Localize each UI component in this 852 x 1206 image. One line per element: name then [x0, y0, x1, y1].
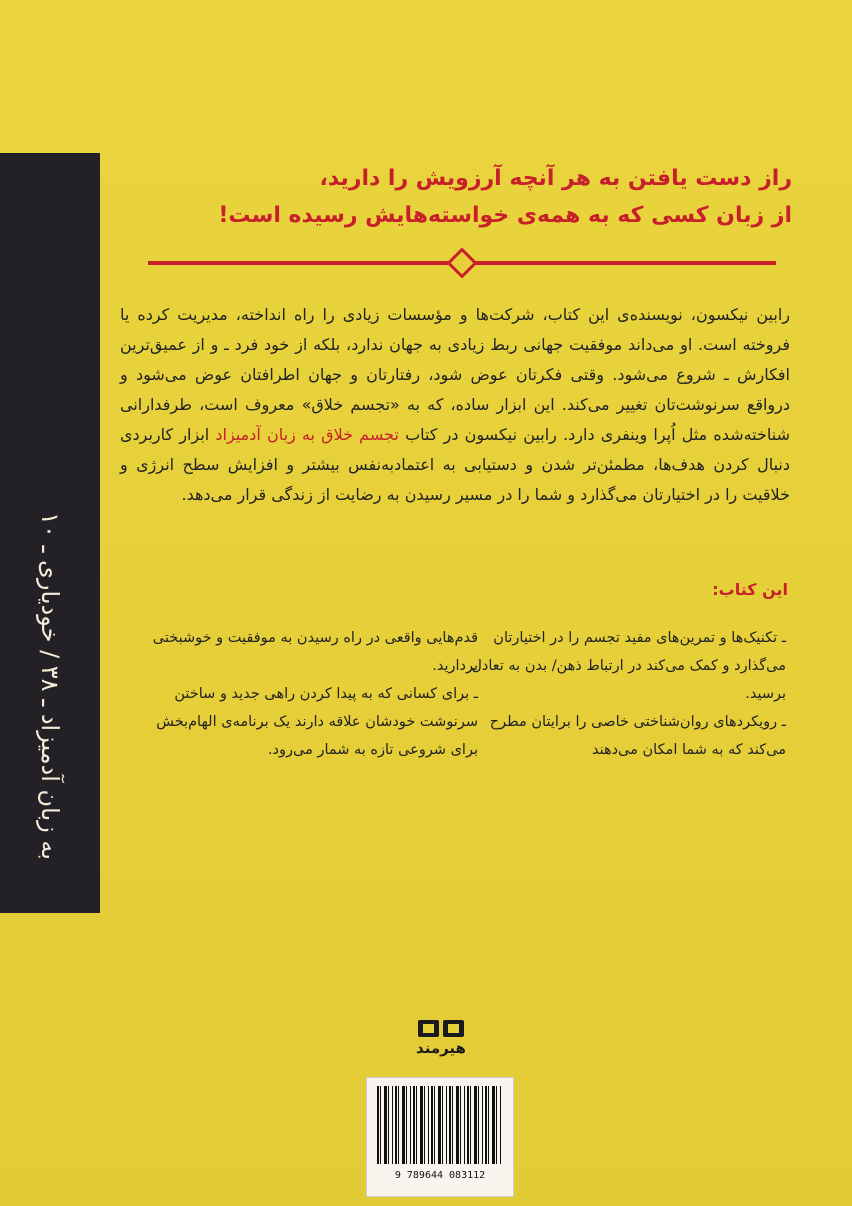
description-part-2: ابزار کاربردی دنبال کردن هدف‌ها، مطمئن‌تر شدن و دستیابی به اعتمادبه‌نفس بیشتر و افزایش سطح انرژی و خلاقیت را در اختیارتان می‌گذارد و شما را در مسیر رسیدن به رضایت از زندگی قرار می‌دهد. [120, 425, 790, 504]
isbn-number: 9 789644 083112 [394, 1170, 486, 1181]
book-title-highlight: تجسم خلاق به زبان آدمیزاد [215, 425, 399, 444]
headline-line-2: از زبان کسی که به همه‌ی خواسته‌هایش رسیده است! [218, 203, 792, 228]
publisher-logo-icon [405, 1020, 477, 1037]
feature-column-right [456, 624, 786, 764]
description-paragraph [120, 300, 790, 510]
description-part-1: رابین نیکسون، نویسنده‌ی این کتاب، شرکت‌ها و مؤسسات زیادی را راه انداخته، مدیریت کرده یا فروخته است. او می‌داند موفقیت جهانی ربط زیادی به جهان ندارد، بلکه از خود فرد ـ و از عمیق‌ترین افکارش ـ شروع می‌شود. وقتی فکرتان عوض شود، رفتارتان و جهان اطرافتان عوض می‌شود و درواقع سرنوشت‌تان تغییر می‌کند. این ابزار ساده، که به «تجسم خلاق» معروف است، طرفدارانی شناخته‌شده مثل اُپرا وینفری دارد. رابین نیکسون در کتاب [120, 305, 791, 444]
feature-item: ـ برای کسانی که به پیدا کردن راهی جدید و ساختن سرنوشت خودشان علاقه دارند یک برنامه‌ی الهام‌بخش برای شروعی تازه به شمار می‌رود. [156, 686, 478, 758]
diamond-ornament-icon [446, 247, 477, 278]
spine-title: به زبان آدمیزاد ـ ۳۸ / خودیاری ـ ۱۰ [36, 512, 64, 860]
headline-line-1: راز دست یافتن به هر آنچه آرزویش را دارید، [319, 166, 792, 191]
feature-item: ـ تکنیک‌ها و تمرین‌های مفید تجسم را در اختیارتان می‌گذارد و کمک می‌کند در ارتباط ذهن/ بدن به تعادل برسید. [471, 630, 786, 702]
publisher-name: هیرمند [416, 1039, 466, 1057]
section-title: این کتاب: [712, 580, 788, 599]
spine-strip [0, 153, 100, 913]
feature-column-left [148, 624, 478, 764]
publisher-logo [405, 1020, 477, 1057]
barcode-bars-icon [377, 1086, 503, 1164]
headline [132, 160, 792, 234]
decorative-divider [148, 252, 776, 274]
feature-item: ـ رویکردهای روان‌شناختی خاصی را برایتان مطرح می‌کند که به شما امکان می‌دهند [489, 714, 786, 758]
barcode [366, 1077, 514, 1197]
feature-item: قدم‌هایی واقعی در راه رسیدن به موفقیت و خوشبختی بردارید. [152, 630, 478, 674]
